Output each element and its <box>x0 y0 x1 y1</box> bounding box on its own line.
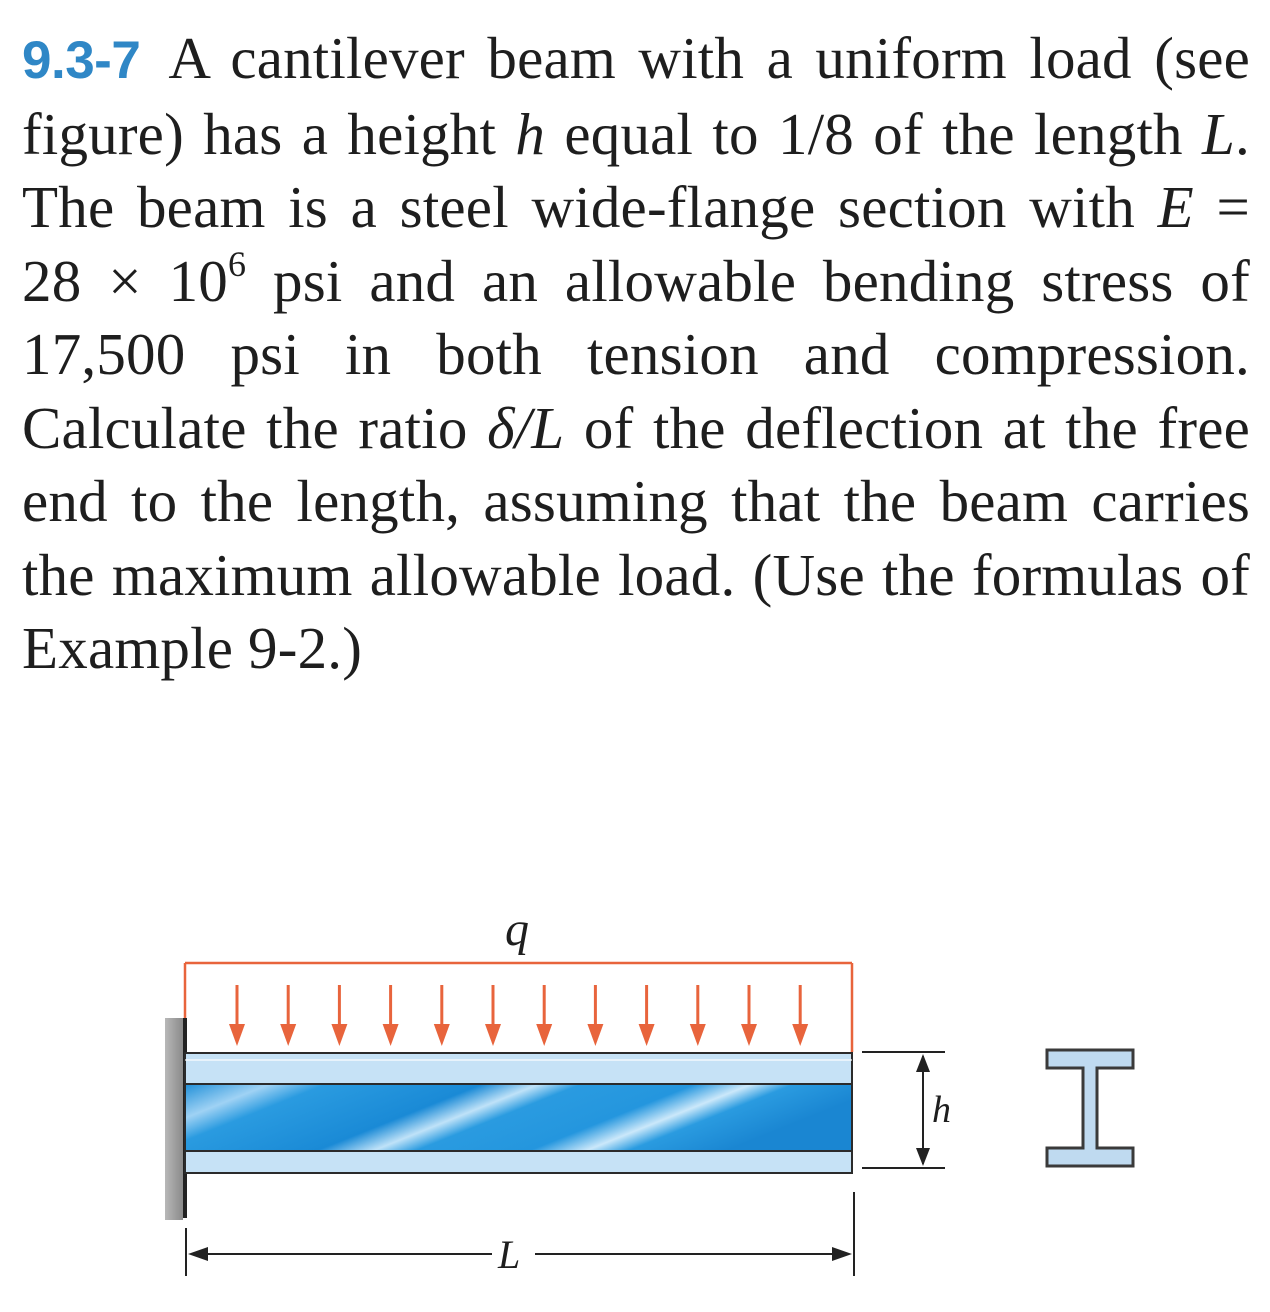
length-label: L <box>498 1232 521 1277</box>
load-arrow <box>280 985 296 1046</box>
load-arrow <box>536 985 552 1046</box>
load-arrow <box>587 985 603 1046</box>
load-arrow <box>792 985 808 1046</box>
text-part6: of the deflection at the free end to the length, assuming that the beam carries the maximum allowable load. (Use the formulas of Example 9-2.) <box>22 394 1250 681</box>
load-arrow <box>383 985 399 1046</box>
text-part3: . The beam is a steel wide-flange section with <box>22 100 1250 240</box>
beam <box>185 1053 852 1173</box>
load-arrows <box>229 985 808 1046</box>
var-h: h <box>515 100 546 167</box>
distributed-load <box>185 963 852 1052</box>
text-part2: equal to 1/8 of the length <box>545 100 1203 167</box>
load-arrow <box>741 985 757 1046</box>
var-L: L <box>1202 100 1236 167</box>
load-arrow <box>485 985 501 1046</box>
text-part1: A cantilever beam with a uniform load (see figure) has a height <box>22 25 1250 167</box>
exponent: 6 <box>227 243 247 284</box>
problem-number: 9.3-7 <box>22 31 141 90</box>
height-label: h <box>932 1089 951 1131</box>
i-beam-cross-section <box>1047 1050 1133 1166</box>
load-arrow <box>331 985 347 1046</box>
var-E: E <box>1157 174 1194 240</box>
load-arrow <box>690 985 706 1046</box>
ratio-delta-L: δ/L <box>487 394 565 461</box>
fixed-support <box>165 1018 185 1220</box>
text-part4: = 28 × 10 <box>22 174 1250 314</box>
text-part5: psi and an allowable bending stress of 17,500 psi in both tension and compression. Calculate the ratio <box>22 247 1250 461</box>
load-label: q <box>505 903 529 956</box>
load-arrow <box>639 985 655 1046</box>
load-arrow <box>434 985 450 1046</box>
load-arrow <box>229 985 245 1046</box>
